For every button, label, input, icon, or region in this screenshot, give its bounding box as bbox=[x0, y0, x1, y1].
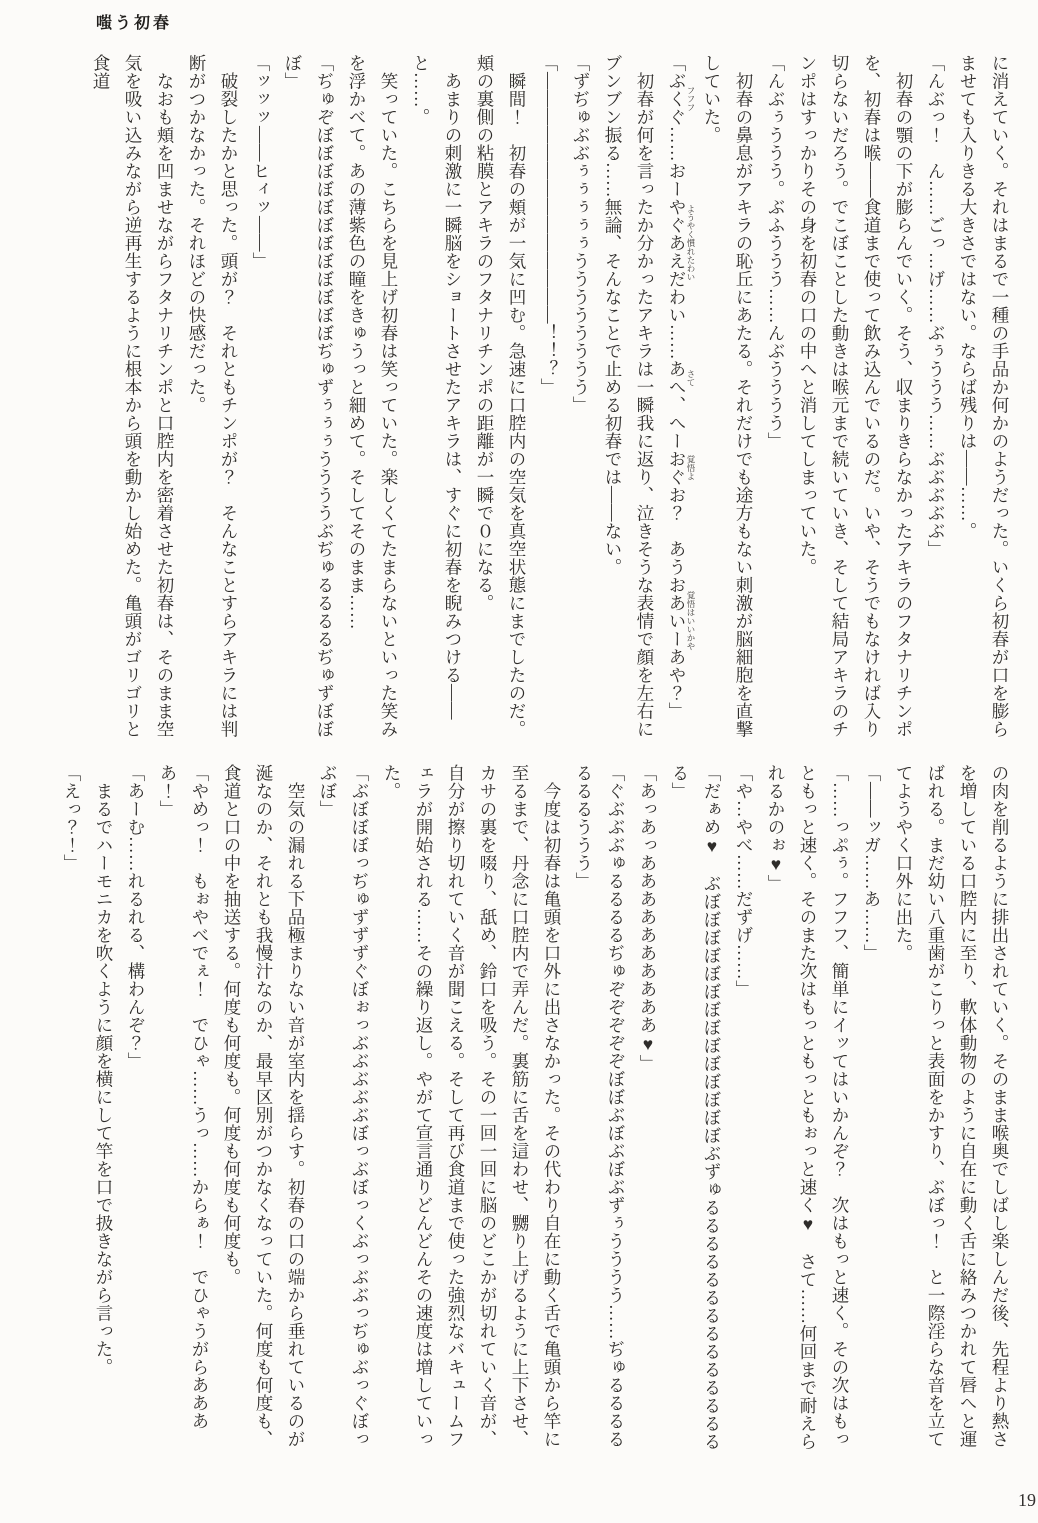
narration-paragraph: の肉を削るように排出されていく。そのまま喉奥でしばし楽しんだ後、先程より熱さを増している口腔内に至り、軟体動物のように自在に動く舌に絡みつかれて唇へと運ばれる。まだ幼い八重歯がこりっと表面をかすり、ぶぼっ！ と一際淫らな音を立ててようやく口外に出た。 bbox=[894, 764, 1010, 1448]
dialogue-paragraph: 「ぐぶぶぶゅるるるるぢゅぞぞぞぞぞぼぼぶぼぶぼぶずぅうううう……ぢゅるるるるるるるううう」 bbox=[574, 764, 626, 1448]
dialogue-paragraph: 「ぶくぐ フフフ……おーやぐあえだわい ようやく慣れたわい……あへ さて、へーおぐお？ 覚悟よ あうおあいーあや？ 覚悟はいいかや」 bbox=[667, 54, 696, 720]
dialogue-paragraph: 「ぢゅぞぼぼぼぼぼぼぼぼぼぼぼぼぢゅずぅぅぅううううぶぢゅるるるるぢゅずぼぼぼ」 bbox=[283, 54, 335, 738]
text-block-top bbox=[85, 54, 1016, 742]
dialogue-paragraph: 「やめっ！ もぉやべでぇ！ でひゃ……うっ……からぁ！ でひゃうがらああああ！」 bbox=[158, 764, 210, 1430]
narration-paragraph: 初春の顎の下が膨らんでいく。そう、収まりきらなかったアキラのフタナリチンポを、初春は喉――食道まで使って飲み込んでいるのだ。いや、そうでもなければ入り切らないだろう。でこぼことした動きは喉元まで続いていき、そして結局アキラのチンポはすっかりその身を初春の口の中へと消してしまっていた。 bbox=[798, 54, 914, 738]
dialogue-paragraph: 「えっ？！」 bbox=[62, 764, 82, 872]
dialogue-paragraph: 「ぶぼぼぼっぢゅずずずぐぼぉっぶぶぶぶぶぼっぶぼっくぶっぶぶっぢゅぶっぐぼっぶぼ」 bbox=[318, 764, 370, 1448]
narration-paragraph: 初春の鼻息がアキラの恥丘にあたる。それだけでも途方もない刺激が脳細胞を直撃していた。 bbox=[702, 54, 754, 738]
ruby-annotated-text: あうおあいーあや？ 覚悟はいいかや bbox=[667, 540, 696, 702]
ruby-annotated-text: あへ さて bbox=[667, 360, 696, 396]
text-block-bottom bbox=[56, 764, 1016, 1452]
dialogue-paragraph: 「んぶぅううう。ぶふううう……んぶうううう」 bbox=[766, 54, 786, 450]
dialogue-paragraph: 「ッッッ――ヒィッ――」 bbox=[251, 54, 271, 270]
dialogue-paragraph: 「――――――――――――――！！？」 bbox=[539, 54, 559, 396]
dialogue-paragraph: 「あーむ……れるれる、構わんぞ？」 bbox=[126, 764, 146, 1070]
ruby-annotated-text: ぶくぐ フフフ bbox=[667, 72, 696, 126]
narration-paragraph: まるでハーモニカを吹くように顔を横にして竿を口で扱きながら言った。 bbox=[94, 781, 114, 1376]
page-header-title: 嗤う初春 bbox=[96, 15, 173, 32]
narration-paragraph: 空気の漏れる下品極まりない音が室内を揺らす。初春の口の端から垂れているのが涎なのか、それとも我慢汁なのか、最早区別がつかなくなっていた。何度も何度も、食道と口の中を抽送する。何度も何度も。何度も何度も何度も。 bbox=[222, 764, 306, 1448]
narration-paragraph: 破裂したかと思った。頭が？ それともチンポが？ そんなことすらアキラには判断がつかなかった。それほどの快感だった。 bbox=[187, 54, 239, 738]
narration-paragraph: 初春が何を言ったか分かったアキラは一瞬我に返り、泣きそうな表情で顔を左右にブンブン振る……無論、そんなことで止める初春では――ない。 bbox=[603, 54, 655, 738]
narration-paragraph: 瞬間！ 初春の頬が一気に凹む。急速に口腔内の空気を真空状態にまでしたのだ。頬の裏側の粘膜とアキラのフタナリチンポの距離が一瞬で０になる。 bbox=[475, 54, 527, 738]
narration-paragraph: なおも頬を凹ませながらフタナリチンポと口腔内を密着させた初春は、そのまま空気を吸い込みながら逆再生するように根本から頭を動かし始めた。亀頭がゴリゴリと食道 bbox=[91, 54, 175, 738]
narration-paragraph: 笑っていた。こちらを見上げ初春は笑っていた。楽しくてたまらないといった笑みを浮かべて。あの薄紫色の瞳をきゅうっと細めて。そしてそのまま…… bbox=[347, 54, 399, 738]
dialogue-paragraph: 「だぁめ♥ ぶぼぼぼぼぼぼぼぼぼぼぼぼぼぼぶずゅるるるるるるるるるるるるるるる」 bbox=[670, 764, 722, 1451]
narration-paragraph: あまりの刺激に一瞬脳をショートさせたアキラは、すぐに初春を睨みつける――と……。 bbox=[411, 54, 463, 720]
narration-paragraph: 今度は初春は亀頭を口外に出さなかった。その代わり自在に動く舌で亀頭から竿に至るまで、丹念に口腔内で弄んだ。裏筋に舌を這わせ、嬲り上げるように上下させ、カサの裏を啜り、舐め、鈴口を吸う。その一回一回に脳のどこかが切れていく音が、自分が擦り切れていく音が聞こえる。そして再び食道まで使った強烈なバキュームフェラが開始される……その繰り返し。やがて宣言通りどんどんその速度は増していった。 bbox=[382, 764, 562, 1448]
ruby-annotated-text: へーおぐお？ 覚悟よ bbox=[667, 414, 696, 522]
dialogue-paragraph: 「あっあっああああああああああ♥」 bbox=[638, 764, 658, 1073]
dialogue-paragraph: 「んぶっ！ ん……ごっ…げ……ぶぅううう……ぶぶぶぶぶ」 bbox=[926, 54, 946, 558]
ruby-annotated-text: おーやぐあえだわい ようやく慣れたわい bbox=[667, 162, 696, 324]
dialogue-paragraph: 「――ッガ……あ……」 bbox=[862, 764, 882, 962]
dialogue-paragraph: 「や…やべ……だずげ……」 bbox=[734, 764, 754, 998]
dialogue-paragraph: 「ずぢゅぶぶぅぅぅぅぅうううううううう」 bbox=[571, 54, 591, 414]
page-number: 19 bbox=[1018, 1490, 1036, 1510]
narration-paragraph: に消えていく。それはまるで一種の手品か何かのようだった。いくら初春が口を膨らませても入りきる大きさではない。ならば残りは――……。 bbox=[958, 54, 1010, 738]
dialogue-paragraph: 「……っぷぅ。フフフ、簡単にイッてはいかんぞ？ 次はもっと速く。その次はもっともっと速く。そのまた次はもっともっともぉっと速く♥ さて……何回まで耐えられるかのぉ♥」 bbox=[766, 764, 850, 1451]
